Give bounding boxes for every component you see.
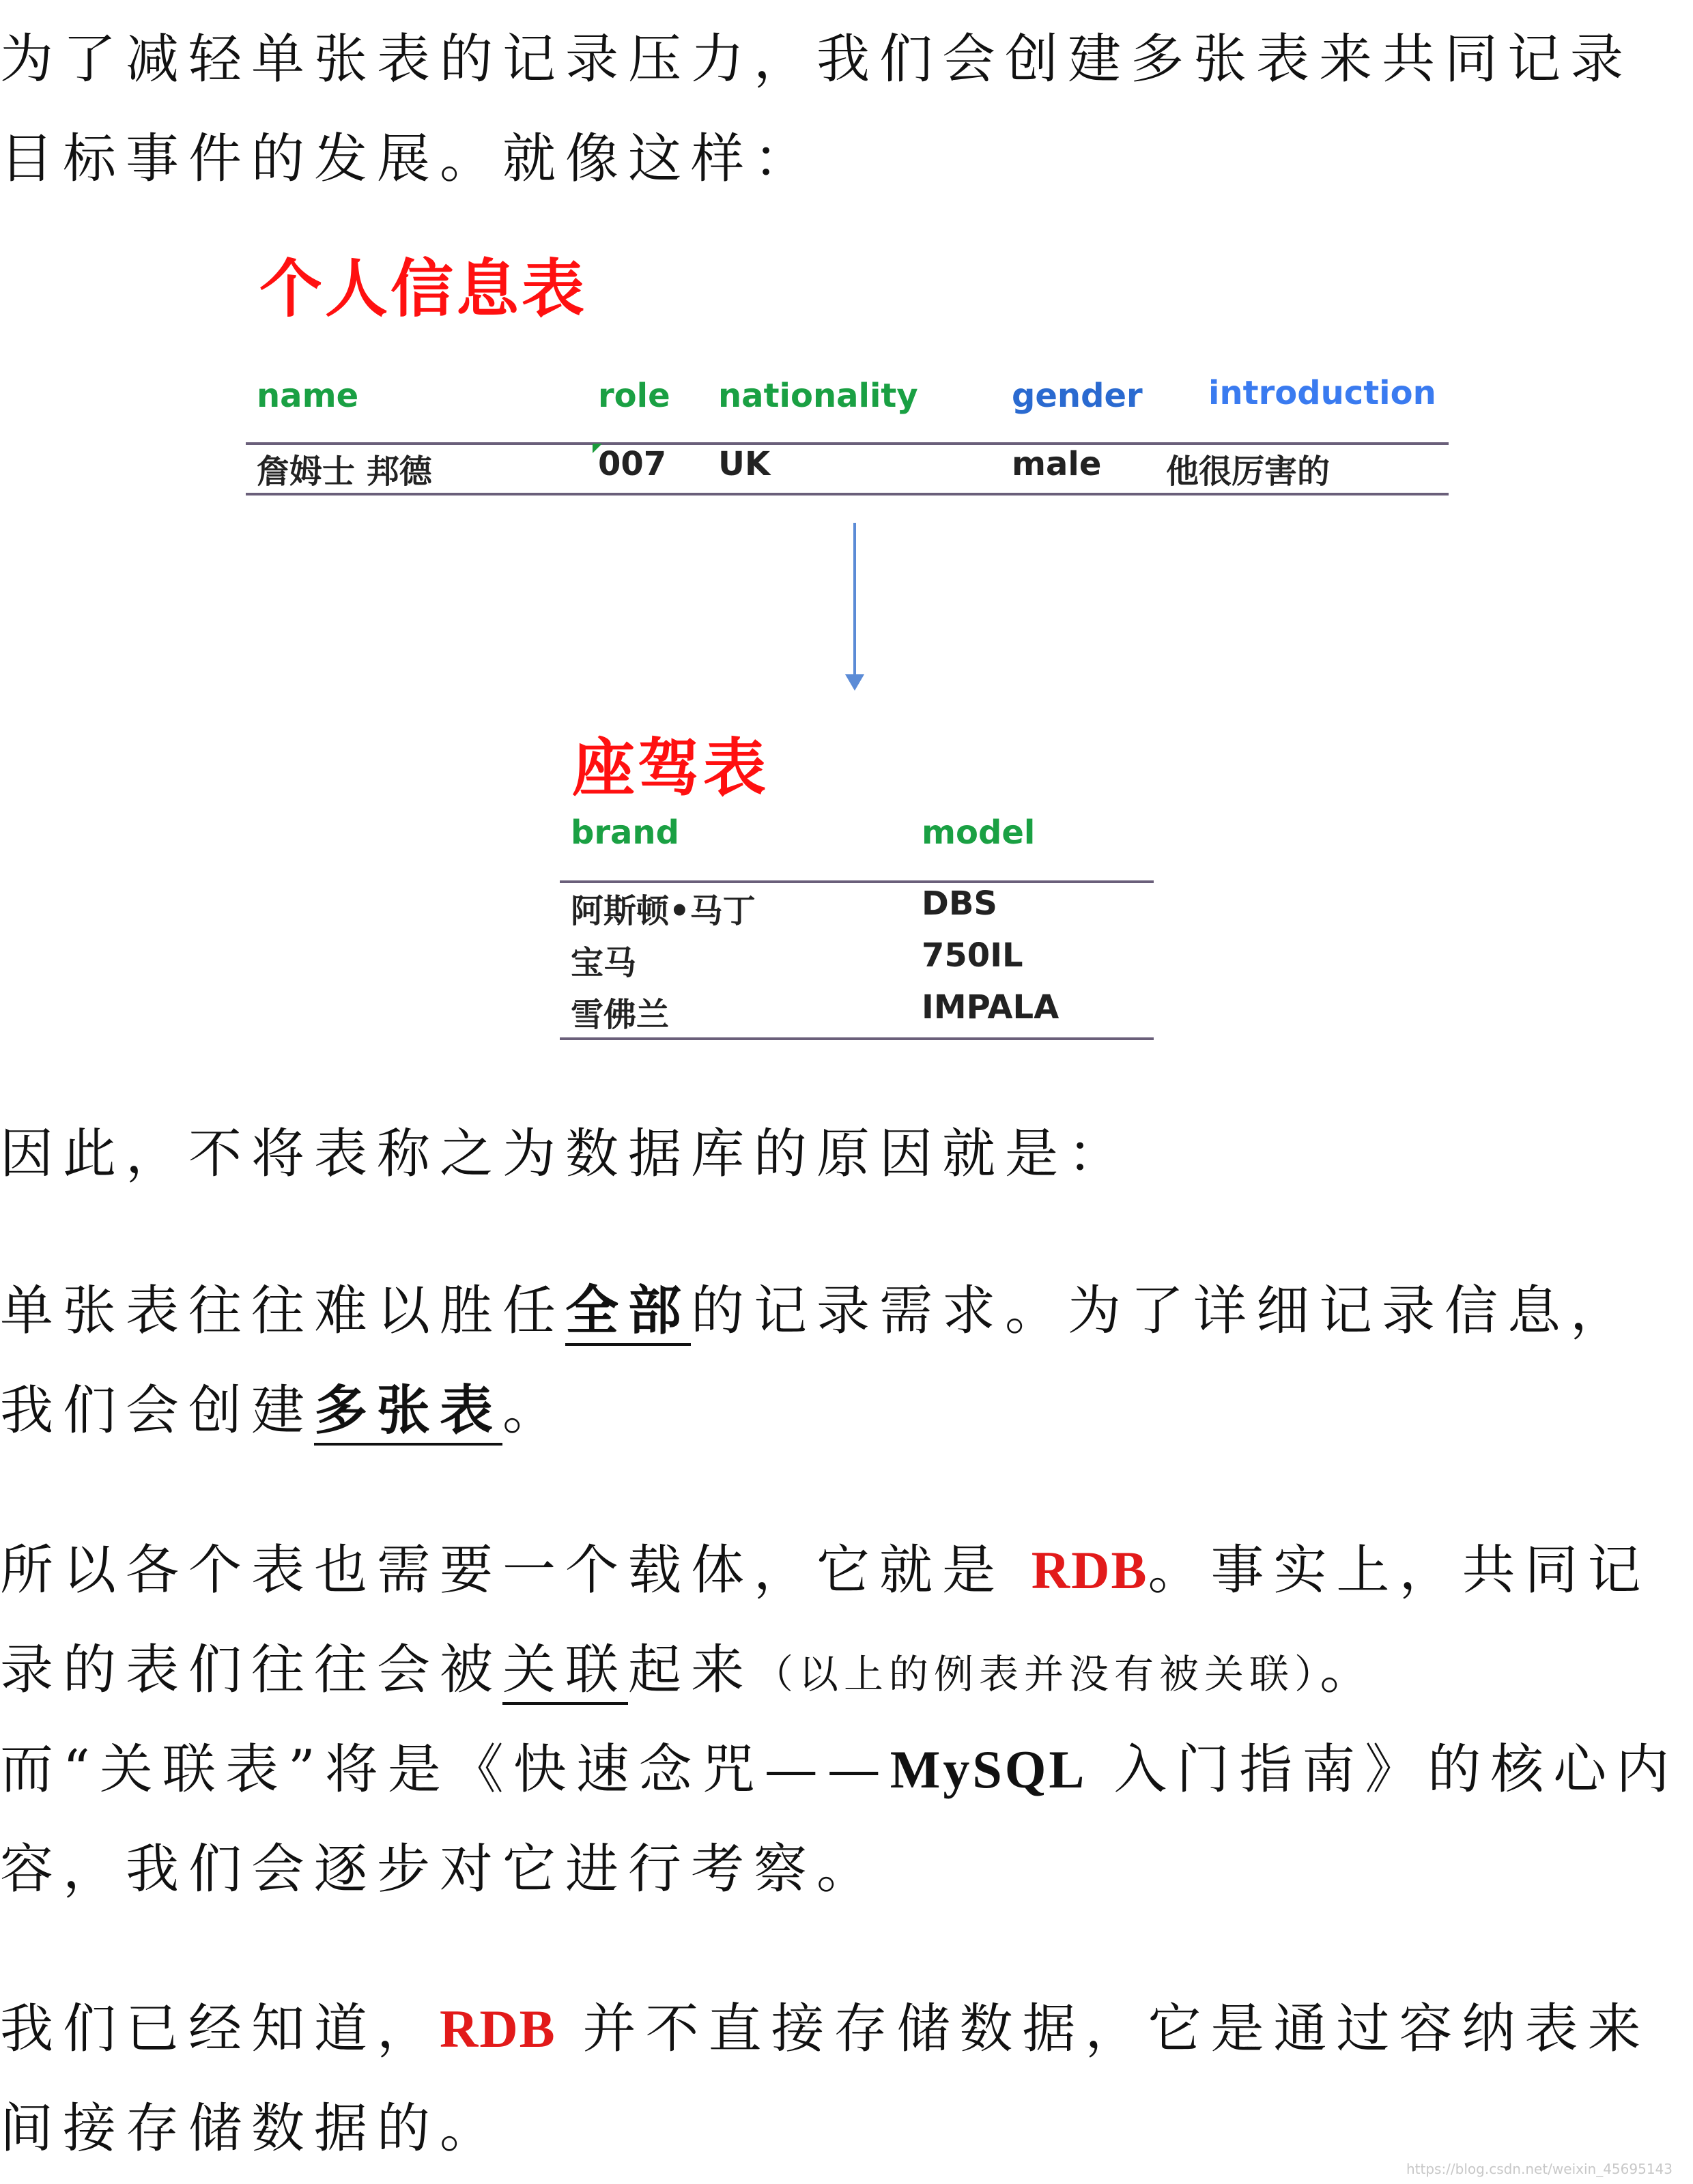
carrier-note: （以上的例表并没有被关联） <box>754 1651 1320 1697</box>
person-cell-gender: male <box>1012 445 1102 483</box>
car-header-brand: brand <box>571 814 679 852</box>
emphasis-multiple-tables: 多张表 <box>314 1380 502 1446</box>
single-line-2 <box>0 1361 1693 1461</box>
car-table-rule-top <box>560 880 1154 883</box>
single-table-paragraph <box>0 1261 1693 1461</box>
carrier-text-g: 。 <box>1320 1639 1383 1701</box>
person-header-name: name <box>257 377 359 415</box>
person-cell-role: 007 <box>598 445 667 483</box>
person-cell-nationality: UK <box>718 445 771 483</box>
core-line-2: 容，我们会逐步对它进行考察。 <box>0 1839 880 1900</box>
intro-line-1: 为了减轻单张表的记录压力，我们会创建多张表来共同记录 <box>0 29 1634 90</box>
rdb-highlight-2: RDB <box>440 1999 556 2058</box>
car-cell-model-3: IMPALA <box>922 988 1059 1026</box>
person-table-rule-bottom <box>246 493 1449 495</box>
emphasis-related: 关联 <box>502 1639 628 1705</box>
arrow-down-icon <box>845 674 864 691</box>
carrier-text-c: 录的表们往往会被 <box>0 1639 503 1701</box>
person-header-gender: gender <box>1012 377 1143 415</box>
single-text-d: 我们会创建 <box>0 1380 315 1441</box>
arrow-down-line <box>853 523 856 674</box>
carrier-line-2 <box>0 1620 1693 1720</box>
car-cell-brand-3: 雪佛兰 <box>571 996 670 1034</box>
known-line-1 <box>0 1979 1693 2079</box>
person-header-introduction: introduction <box>1208 374 1436 412</box>
car-header-model: model <box>922 814 1036 852</box>
known-text-a: 我们已经知道， <box>0 1998 440 2060</box>
carrier-text-b: 。事实上，共同记 <box>1148 1540 1651 1601</box>
carrier-text-a: 所以各个表也需要一个载体，它就是 <box>0 1540 1032 1601</box>
watermark: https://blog.csdn.net/weixin_45695143 <box>1406 2161 1673 2177</box>
therefore-line: 因此，不将表称之为数据库的原因就是： <box>0 1123 1131 1185</box>
car-table-title: 座驾表 <box>572 732 769 805</box>
core-text-b: 入门指南》的核心内 <box>1087 1739 1679 1800</box>
core-text-a: 而“关联表”将是《快速念咒—— <box>0 1739 890 1800</box>
single-text-a: 单张表往往难以胜任 <box>0 1280 566 1342</box>
car-cell-model-2: 750IL <box>922 936 1023 975</box>
core-line-1 <box>0 1720 1693 1820</box>
car-table-rule-bottom <box>560 1037 1154 1040</box>
carrier-paragraph <box>0 1521 1693 1720</box>
therefore-paragraph <box>0 1104 1693 1204</box>
car-cell-brand-2: 宝马 <box>571 944 637 982</box>
person-cell-introduction: 他很厉害的 <box>1166 452 1331 491</box>
single-text-c: 的记录需求。为了详细记录信息， <box>691 1280 1634 1342</box>
known-line-2: 间接存储数据的。 <box>0 2098 503 2159</box>
single-text-f: 。 <box>502 1380 566 1441</box>
rdb-highlight: RDB <box>1031 1540 1148 1600</box>
person-header-nationality: nationality <box>718 377 918 415</box>
car-cell-brand-1: 阿斯顿•马丁 <box>571 892 756 930</box>
intro-line-2: 目标事件的发展。就像这样： <box>0 128 817 190</box>
core-paragraph <box>0 1720 1693 1919</box>
person-header-role: role <box>598 377 670 415</box>
person-cell-name: 詹姆士 邦德 <box>257 452 432 491</box>
intro-paragraph <box>0 10 1693 209</box>
carrier-line-1 <box>0 1521 1693 1620</box>
known-paragraph <box>0 1979 1693 2179</box>
emphasis-all: 全部 <box>565 1280 691 1346</box>
known-text-b: 并不直接存储数据，它是通过容纳表来 <box>556 1998 1651 2060</box>
single-line-1 <box>0 1261 1693 1361</box>
car-cell-model-1: DBS <box>922 885 997 923</box>
mysql-text: MySQL <box>890 1740 1087 1799</box>
carrier-text-e: 起来 <box>628 1639 754 1701</box>
person-table-title: 个人信息表 <box>259 253 588 326</box>
